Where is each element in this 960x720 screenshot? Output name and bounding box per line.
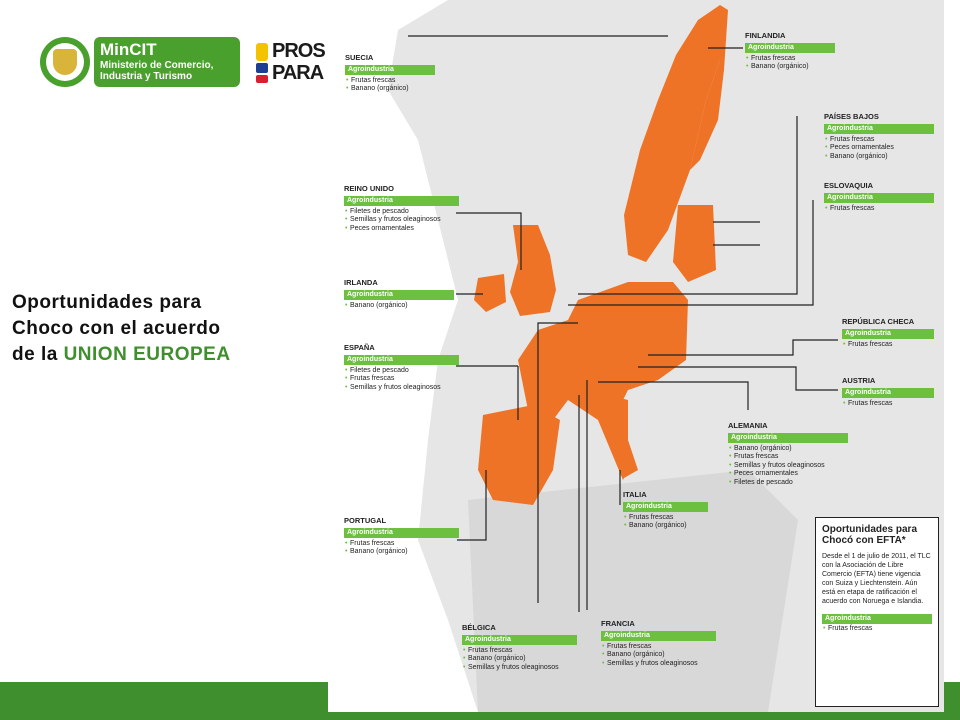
efta-box <box>815 517 939 707</box>
mincit-name: MinCIT <box>100 40 157 59</box>
headline-line-2: Choco con el acuerdo <box>12 318 221 339</box>
country-espana: ESPAÑA Agroindustria • Filetes de pescado • Frutas frescas • Semillas y frutos oleaginosos <box>344 344 459 392</box>
country-paises-bajos: PAÍSES BAJOS Agroindustria • Frutas frescas • Peces ornamentales • Banano (orgánico) <box>824 113 934 161</box>
country-austria: AUSTRIA Agroindustria • Frutas frescas <box>842 377 934 408</box>
country-belgica: BÉLGICA Agroindustria • Frutas frescas • Banano (orgánico) • Semillas y frutos oleaginosos <box>462 624 577 672</box>
headline-accent: UNION EUROPEA <box>63 344 231 365</box>
headline-line-3: de la UNION EUROPEA <box>12 344 231 365</box>
slide-headline <box>12 290 332 368</box>
country-finlandia: FINLANDIA Agroindustria • Frutas frescas • Banano (orgánico) <box>745 32 835 72</box>
colombia-seal-icon <box>40 37 90 87</box>
procolombia-logo <box>256 40 332 86</box>
efta-sector: Agroindustria <box>822 614 932 624</box>
country-francia: FRANCIA Agroindustria • Frutas frescas • Banano (orgánico) • Semillas y frutos oleaginosos <box>601 620 716 668</box>
efta-product: • Frutas frescas <box>822 624 932 633</box>
country-eslovaquia: ESLOVAQUIA Agroindustria • Frutas frescas <box>824 182 934 213</box>
country-alemania: ALEMANIA Agroindustria • Banano (orgánico) • Frutas frescas • Semillas y frutos oleaginosos • Peces ornamentales • Filetes de pescado <box>728 422 848 487</box>
country-republica-checa: REPÚBLICA CHECA Agroindustria • Frutas frescas <box>842 318 934 349</box>
mincit-subtitle: Ministerio de Comercio, Industria y Turismo <box>100 60 214 82</box>
baltics-shape <box>673 205 716 282</box>
efta-heading: Oportunidades para Chocó con EFTA* <box>822 524 918 546</box>
efta-body: Desde el 1 de julio de 2011, el TLC con la Asociación de Libre Comercio (EFTA) tiene vigencia con Suiza y Liechtenstein. Aún está en etapa de ratificación el acuerdo con Noruega e Islandia. <box>822 553 931 605</box>
headline-line-1: Oportunidades para <box>12 292 202 313</box>
mincit-badge <box>94 37 240 87</box>
europe-map-panel <box>328 0 944 712</box>
mincit-logo <box>40 37 240 87</box>
procolombia-text: PROS PARA <box>272 40 325 84</box>
country-reino-unido: REINO UNIDO Agroindustria • Filetes de pescado • Semillas y frutos oleaginosos • Peces ornamentales <box>344 185 459 233</box>
country-suecia: SUECIA Agroindustria • Frutas frescas • Banano (orgánico) <box>345 54 435 94</box>
flag-stripes-icon <box>256 43 268 83</box>
country-portugal: PORTUGAL Agroindustria • Frutas frescas • Banano (orgánico) <box>344 517 459 557</box>
country-italia: ITALIA Agroindustria • Frutas frescas • Banano (orgánico) <box>623 491 708 531</box>
country-irlanda: IRLANDA Agroindustria • Banano (orgánico) <box>344 279 454 310</box>
